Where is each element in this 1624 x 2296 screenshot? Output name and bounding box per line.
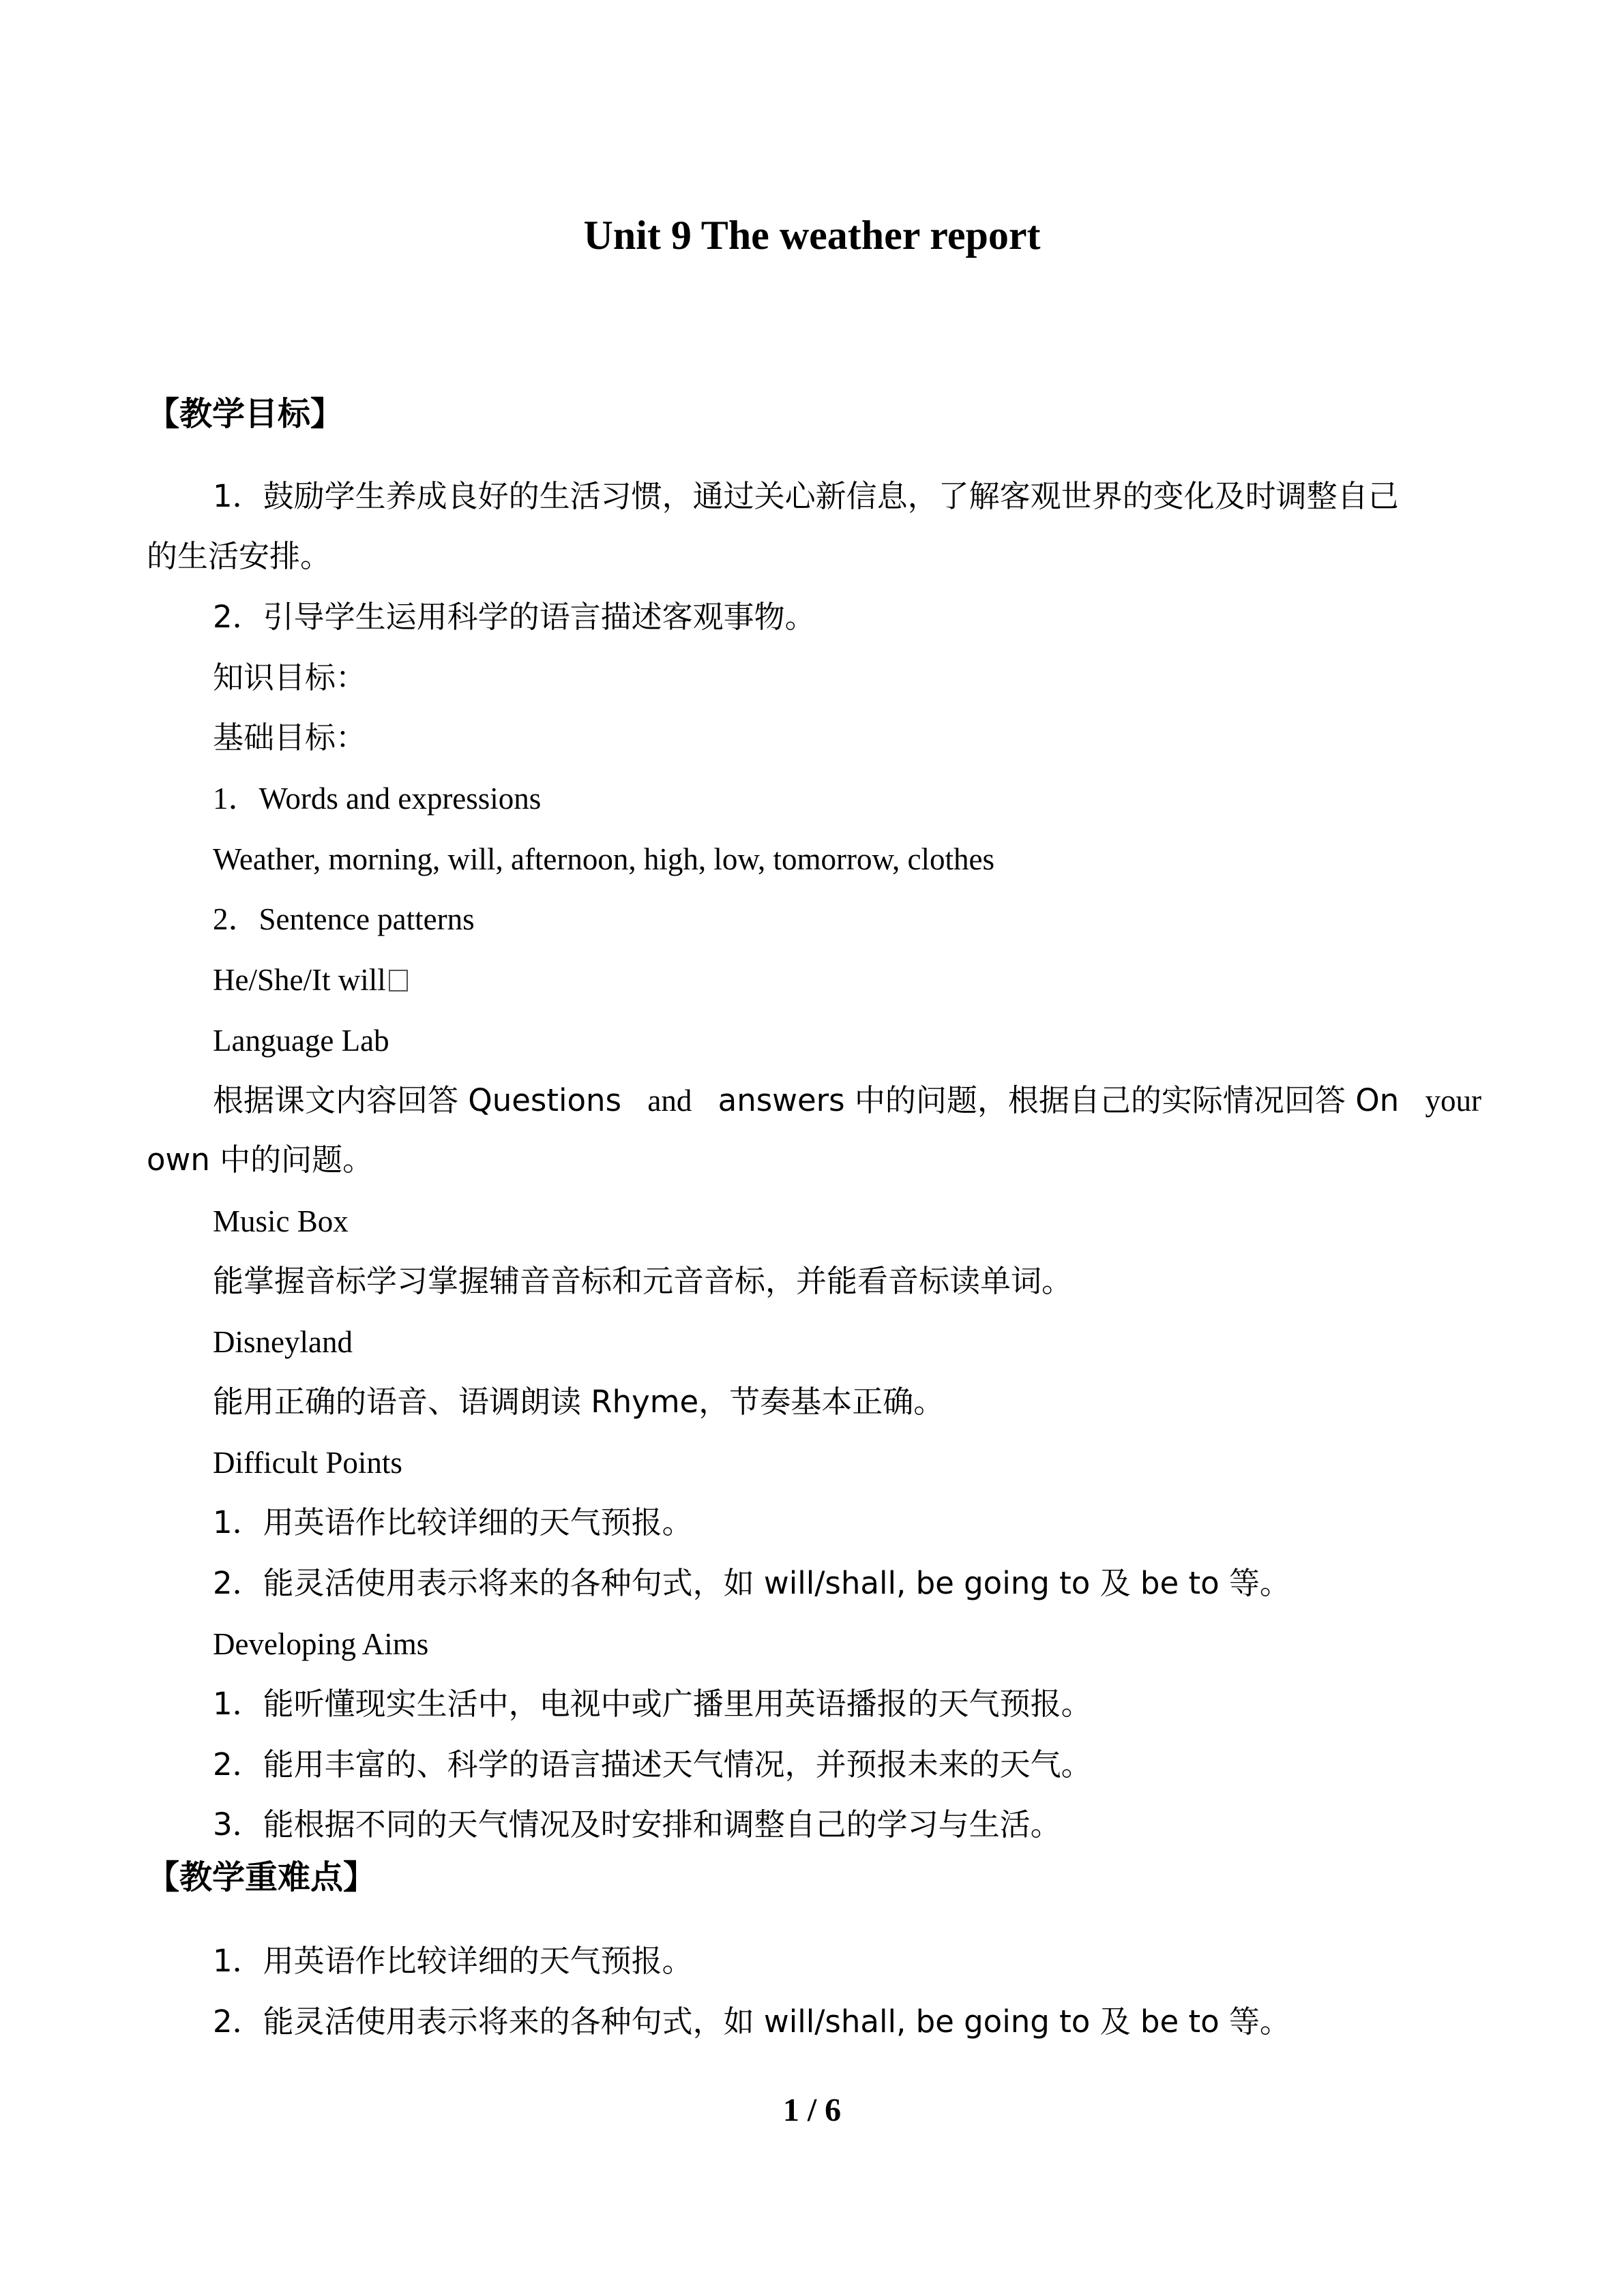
key-point-1: 1．用英语作比较详细的天气预报。 <box>213 1943 693 1979</box>
goal-line-1: 1．鼓励学生养成良好的生活习惯，通过关心新信息，了解客观世界的变化及时调整自己 <box>213 478 1399 514</box>
difficult-point-1: 1．用英语作比较详细的天气预报。 <box>213 1504 693 1540</box>
basic-goals-label: 基础目标： <box>213 719 367 756</box>
key-point-2: 2．能灵活使用表示将来的各种句式，如 will/shall, be going to 及 be to 等。 <box>213 2003 1290 2040</box>
disneyland-line: 能用正确的语音、语调朗读 Rhyme，节奏基本正确。 <box>213 1384 945 1420</box>
sentence-patterns-heading: 2．Sentence patterns <box>213 902 475 936</box>
sentence-pattern: He/She/It will <box>213 957 408 1002</box>
placeholder-box-icon <box>389 970 408 992</box>
language-lab-heading: Language Lab <box>213 1024 389 1058</box>
words-expressions-heading: 1．Words and expressions <box>213 781 542 816</box>
goal-line-1-continued: 的生活安排。 <box>147 538 331 574</box>
vocabulary-list: Weather, morning, will, afternoon, high, low, tomorrow, clothes <box>213 842 994 876</box>
developing-aims-heading: Developing Aims <box>213 1627 429 1661</box>
music-box-line: 能掌握音标学习掌握辅音音标和元音音标，并能看音标读单词。 <box>213 1263 1073 1299</box>
developing-aim-1: 1．能听懂现实生活中，电视中或广播里用英语播报的天气预报。 <box>213 1686 1092 1722</box>
section-heading-key-difficult-points: 【教学重难点】 <box>147 1858 377 1896</box>
document-title: Unit 9 The weather report <box>583 213 1041 258</box>
knowledge-goals-label: 知识目标： <box>213 659 367 696</box>
language-lab-line-continued: own 中的问题。 <box>147 1142 374 1178</box>
difficult-points-heading: Difficult Points <box>213 1446 402 1480</box>
difficult-point-2: 2．能灵活使用表示将来的各种句式，如 will/shall, be going to 及 be to 等。 <box>213 1565 1290 1601</box>
page-number: 1 / 6 <box>782 2092 842 2128</box>
language-lab-line: 根据课文内容回答 Questions and answers 中的问题，根据自己的实际情况回答 On your <box>213 1082 1481 1118</box>
developing-aim-3: 3．能根据不同的天气情况及时安排和调整自己的学习与生活。 <box>213 1806 1061 1843</box>
disneyland-heading: Disneyland <box>213 1325 353 1359</box>
section-heading-teaching-goals: 【教学目标】 <box>147 395 344 433</box>
goal-line-2: 2．引导学生运用科学的语言描述客观事物。 <box>213 599 816 635</box>
developing-aim-2: 2．能用丰富的、科学的语言描述天气情况，并预报未来的天气。 <box>213 1746 1092 1783</box>
music-box-heading: Music Box <box>213 1204 349 1238</box>
